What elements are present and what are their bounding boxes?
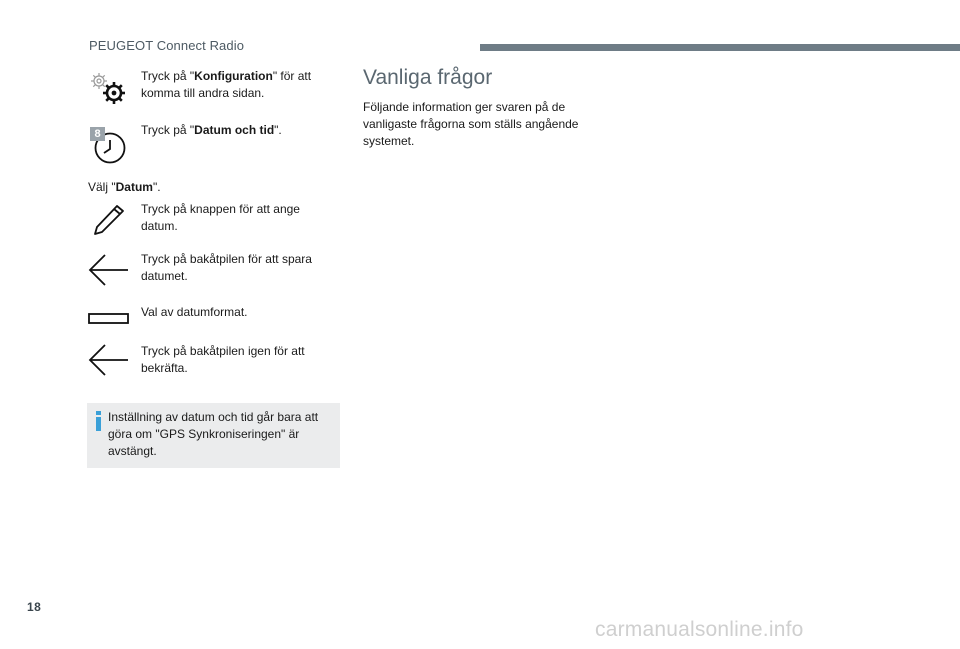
back-arrow-icon bbox=[88, 343, 130, 377]
pencil-step-text: Tryck på knappen för att ange datum. bbox=[141, 202, 300, 233]
info-note-text: Inställning av datum och tid går bara att göra om "GPS Synkroniseringen" är avstängt. bbox=[108, 410, 319, 458]
config-step-text: Tryck på "Konfiguration" för att komma till andra sidan. bbox=[141, 69, 312, 100]
back-arrow-icon bbox=[88, 253, 130, 287]
header-bar bbox=[480, 44, 960, 51]
back-step-2-text: Tryck på bakåtpilen igen för att bekräfta. bbox=[141, 344, 305, 375]
section-heading: Vanliga frågor bbox=[363, 66, 493, 89]
format-field-icon bbox=[88, 312, 130, 326]
clock-badge: 8 bbox=[94, 128, 101, 140]
date-time-step-text: Tryck på "Datum och tid". bbox=[141, 123, 282, 137]
watermark-text: carmanualsonline.info bbox=[595, 618, 804, 641]
gear-icon bbox=[88, 70, 128, 110]
page-number: 18 bbox=[27, 600, 42, 614]
format-step-text: Val av datumformat. bbox=[141, 305, 248, 319]
info-icon bbox=[96, 411, 101, 431]
pencil-icon bbox=[90, 203, 128, 237]
back-step-1-text: Tryck på bakåtpilen för att spara datumet. bbox=[141, 252, 312, 283]
section-intro-text: Följande information ger svaren på de vanligaste frågorna som ställs angående systemet. bbox=[363, 100, 579, 148]
running-header: PEUGEOT Connect Radio bbox=[89, 38, 245, 53]
select-date-text: Välj "Datum". bbox=[88, 180, 161, 194]
